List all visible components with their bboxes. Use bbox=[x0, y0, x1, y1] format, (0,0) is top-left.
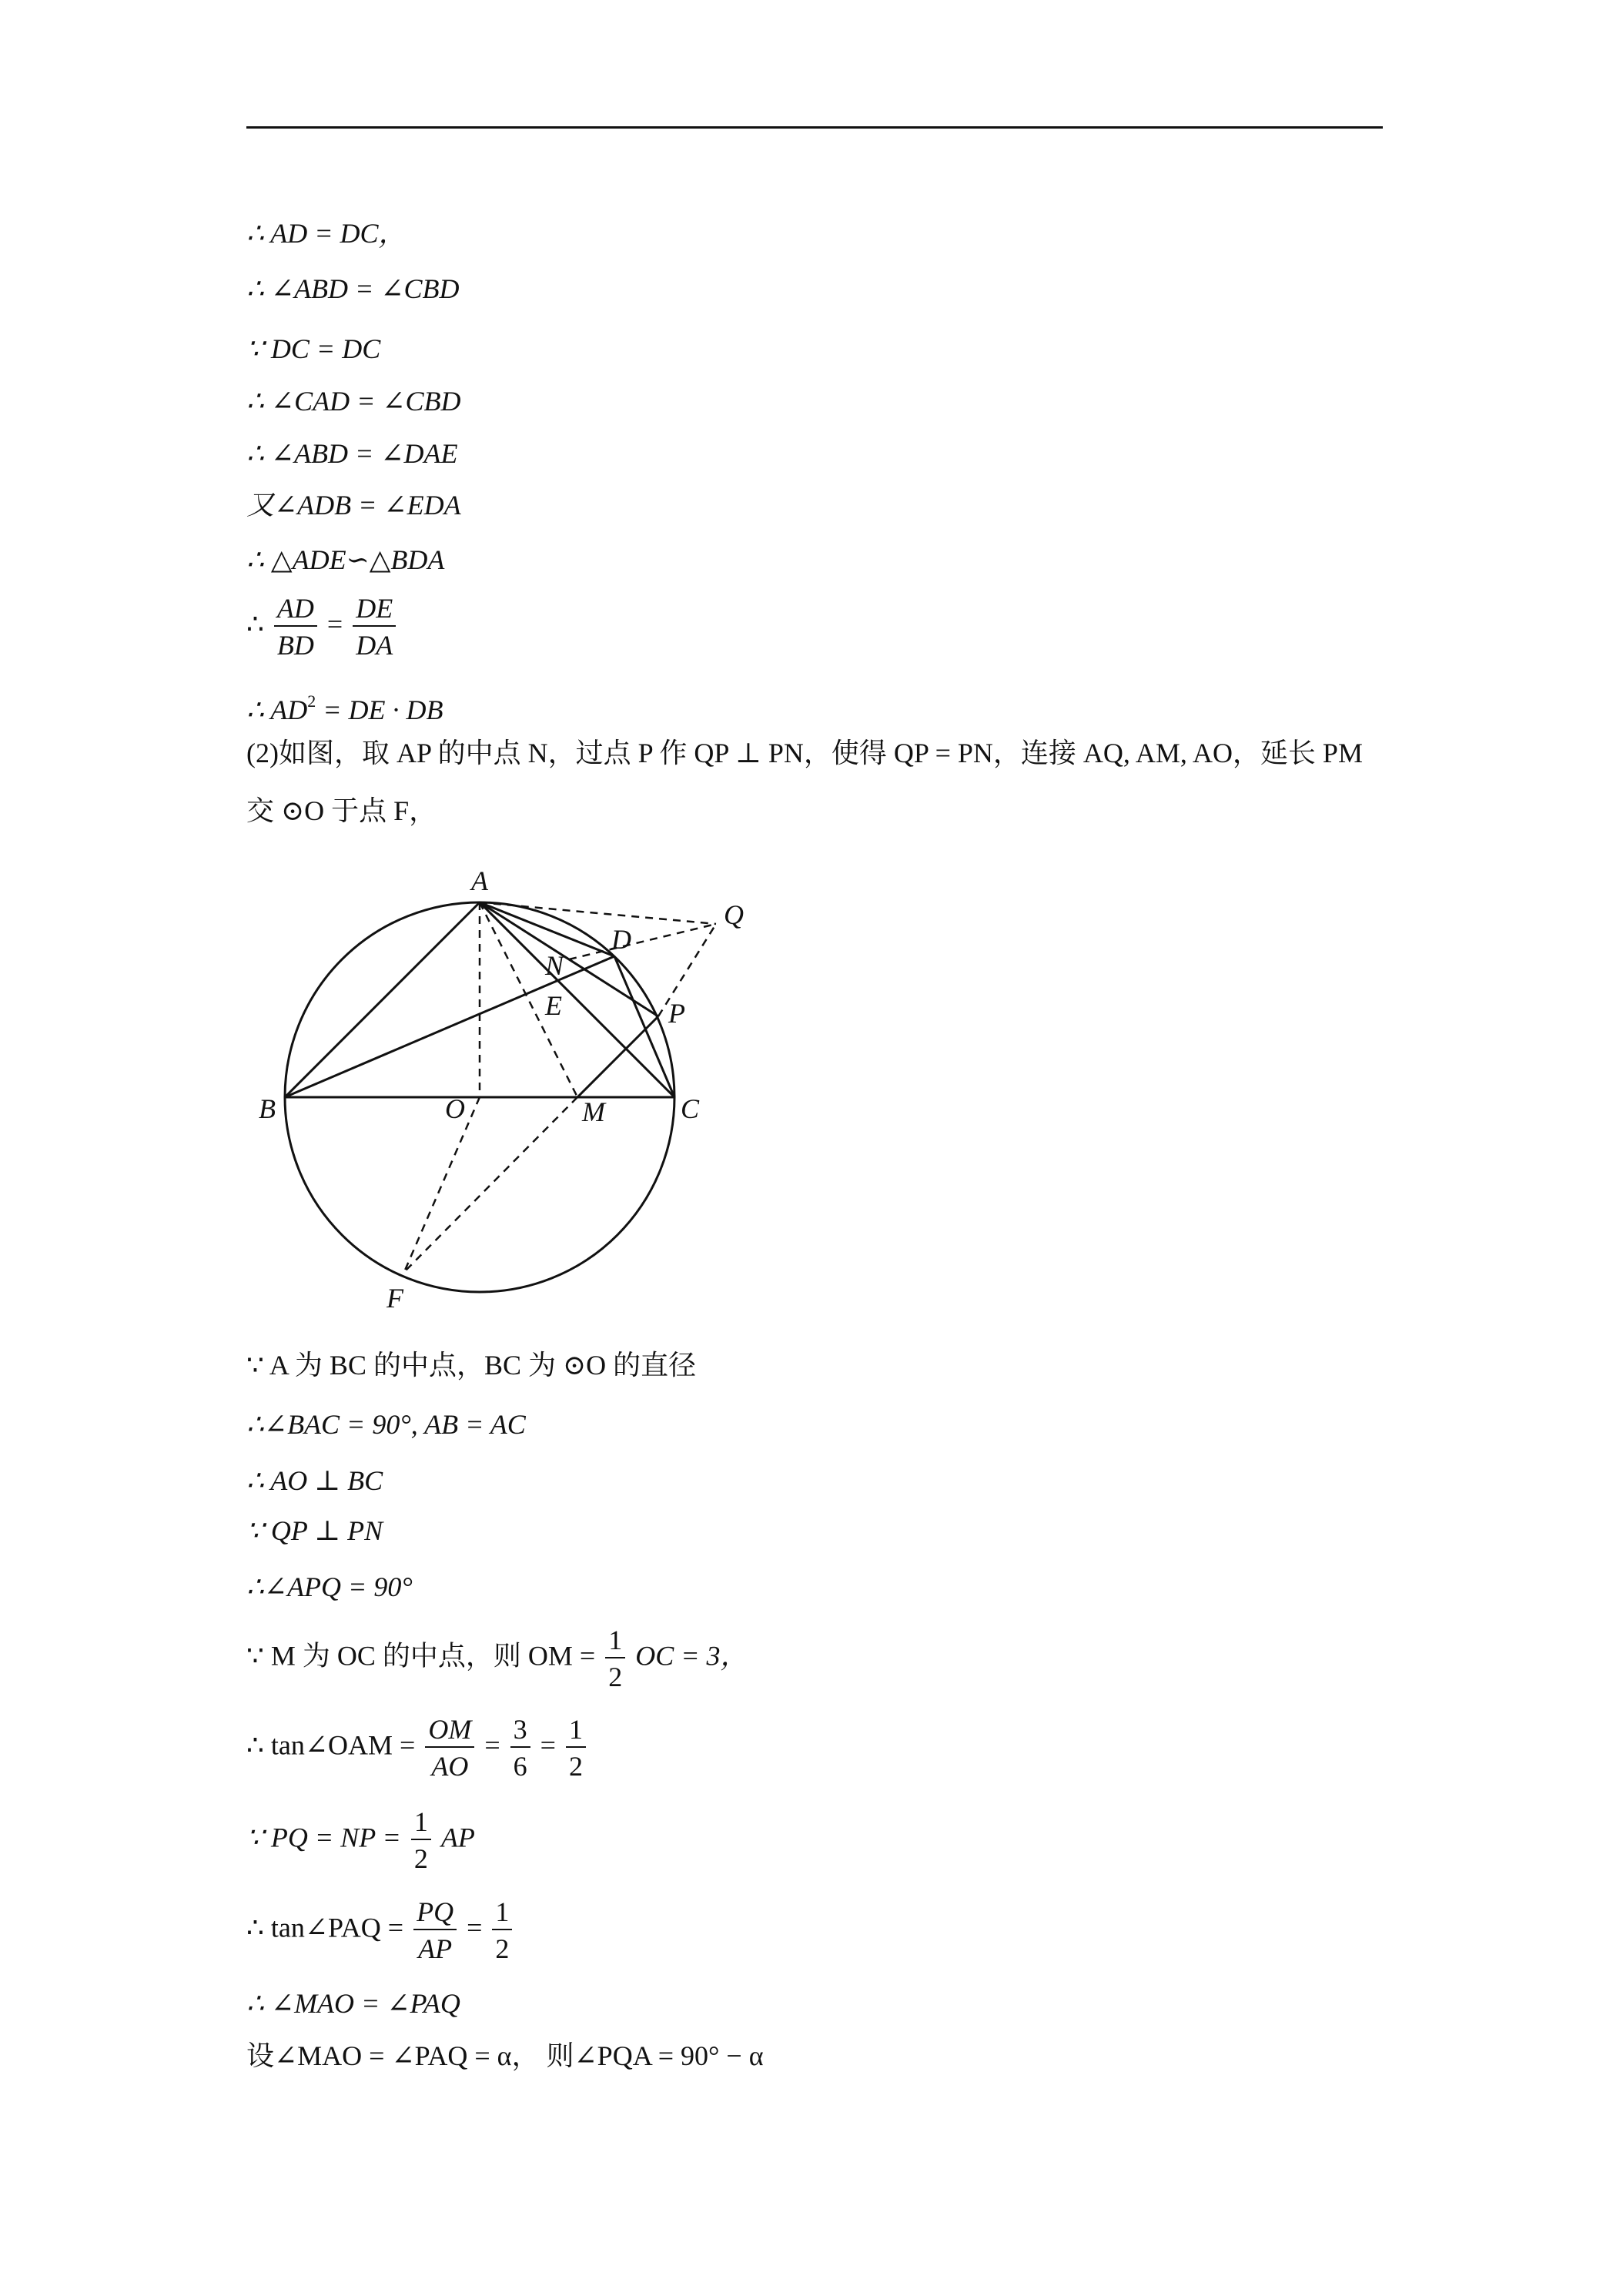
fraction-om-ao: $\frac{OM}{AO}$ bbox=[425, 1715, 474, 1780]
step-cad-eq-cbd: ∴ ∠CAD = ∠CBD bbox=[246, 386, 461, 417]
step-ad-eq-dc: ∴ AD = DC， bbox=[246, 218, 407, 249]
dashed-pq bbox=[658, 924, 716, 1016]
segment-pm bbox=[577, 1016, 658, 1097]
label-p: P bbox=[668, 998, 685, 1029]
label-d: D bbox=[611, 924, 631, 955]
header-rule bbox=[246, 126, 1383, 129]
label-m: M bbox=[582, 1096, 605, 1127]
label-q: Q bbox=[724, 899, 744, 930]
label-n: N bbox=[545, 950, 564, 981]
step-ad-squared: ∴ $AD^2$ = DE · DB bbox=[246, 691, 443, 725]
step-abd-eq-cbd: ∴ ∠ABD = ∠CBD bbox=[246, 273, 460, 304]
dashed-mf bbox=[404, 1097, 577, 1272]
step-set-alpha: 设∠MAO = ∠PAQ = α， 则∠PQA = 90° − α bbox=[246, 2040, 764, 2071]
fraction-half-1: $\frac{1}{2}$ bbox=[605, 1626, 625, 1691]
step-ratio: ∴ $\frac{AD}{BD}$ = $\frac{DE}{DA}$ bbox=[246, 594, 399, 659]
step-tan-oam: ∴ tan∠OAM = $\frac{OM}{AO}$ = $\frac{3}{6}$ = $\frac{1}{2}$ bbox=[246, 1715, 589, 1780]
segment-dc bbox=[614, 956, 674, 1097]
label-a: A bbox=[471, 865, 488, 896]
label-o: O bbox=[445, 1093, 465, 1124]
dashed-nq bbox=[569, 924, 716, 959]
part-2-construction-cont: 交 ⊙O 于点 F， bbox=[246, 795, 437, 826]
step-adb-eq-eda: 又∠ADB = ∠EDA bbox=[246, 490, 461, 520]
step-pq-eq-np: ∵ PQ = NP = $\frac{1}{2}$ AP bbox=[246, 1806, 475, 1874]
step-similar-triangles: ∴ △ADE∽△BDA bbox=[246, 544, 445, 575]
fraction-half-3: $\frac{1}{2}$ bbox=[411, 1808, 431, 1873]
segment-ad bbox=[480, 902, 614, 956]
fraction-3-6: $\frac{3}{6}$ bbox=[510, 1715, 530, 1780]
step-qp-perp-pn: ∵ QP ⊥ PN bbox=[246, 1515, 383, 1546]
label-f: F bbox=[387, 1283, 403, 1314]
label-e: E bbox=[545, 990, 562, 1021]
step-om-eq-3: ∵ M 为 OC 的中点，则 OM = $\frac{1}{2}$ OC = 3， bbox=[246, 1625, 748, 1692]
circle-diagram bbox=[246, 855, 801, 1317]
fraction-half-4: $\frac{1}{2}$ bbox=[492, 1898, 512, 1963]
fraction-ad-bd: $\frac{AD}{BD}$ bbox=[274, 594, 317, 659]
step-a-midpoint: ∵ A 为 BC 的中点，BC 为 ⊙O 的直径 bbox=[246, 1350, 697, 1381]
geometry-figure bbox=[246, 855, 801, 1317]
dashed-am bbox=[480, 902, 577, 1097]
label-b: B bbox=[259, 1093, 276, 1124]
step-tan-paq: ∴ tan∠PAQ = $\frac{PQ}{AP}$ = $\frac{1}{2}$ bbox=[246, 1898, 515, 1963]
label-c: C bbox=[681, 1093, 700, 1124]
step-abd-eq-dae: ∴ ∠ABD = ∠DAE bbox=[246, 438, 458, 469]
fraction-de-da: $\frac{DE}{DA}$ bbox=[353, 594, 396, 659]
step-ao-perp-bc: ∴ AO ⊥ BC bbox=[246, 1465, 383, 1496]
step-bac-90: ∴∠BAC = 90°, AB = AC bbox=[246, 1409, 526, 1440]
dashed-of bbox=[404, 1097, 480, 1272]
segment-ab bbox=[285, 902, 480, 1097]
fraction-pq-ap: $\frac{PQ}{AP}$ bbox=[413, 1898, 457, 1963]
segment-ac bbox=[480, 902, 674, 1097]
fraction-half-2: $\frac{1}{2}$ bbox=[566, 1715, 586, 1780]
step-mao-eq-paq: ∴ ∠MAO = ∠PAQ bbox=[246, 1988, 460, 2019]
part-2-construction: (2)如图，取 AP 的中点 N，过点 P 作 QP ⊥ PN，使得 QP = PN，连接 AQ, AM, AO，延长 PM bbox=[246, 738, 1363, 768]
step-dc-eq-dc: ∵ DC = DC bbox=[246, 333, 381, 364]
segment-bd bbox=[285, 956, 614, 1097]
step-apq-90: ∴∠APQ = 90° bbox=[246, 1571, 413, 1602]
